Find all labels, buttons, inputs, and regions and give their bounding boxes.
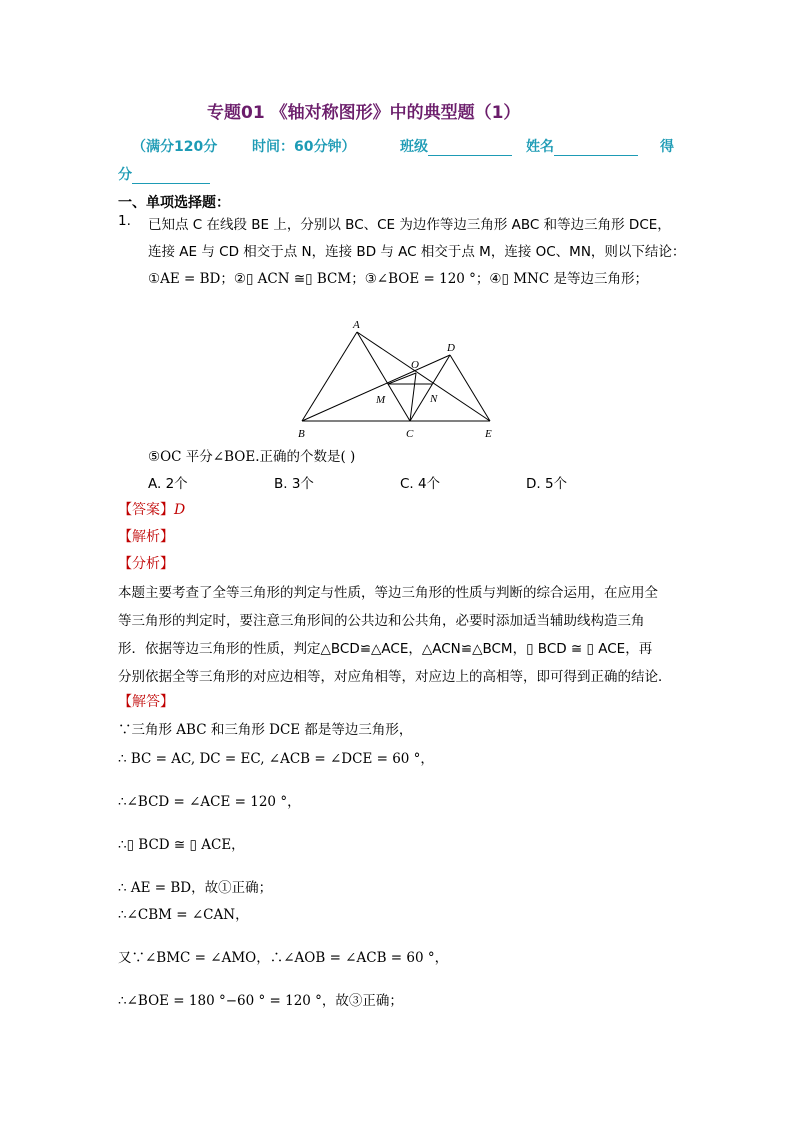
score-field xyxy=(118,164,210,184)
analysis-line-2: 等三角形的判定时，要注意三角形间的公共边和公共角，必要时添加适当辅助线构造三角 xyxy=(118,613,645,629)
name-label: 姓名 xyxy=(526,139,554,155)
question-line-2: 连接 AE 与 CD 相交于点 N，连接 BD 与 AC 相交于点 M，连接 OC、MN，则以下结论： xyxy=(148,244,686,260)
section-title: 一、单项选择题： xyxy=(118,195,230,211)
step-4: ∴▯ BCD ≅ ▯ ACE， xyxy=(118,837,245,853)
label-d: D xyxy=(447,342,455,354)
option-b: B. 3个 xyxy=(274,476,314,492)
jiexi-label: 【解析】 xyxy=(118,529,174,545)
segment-de xyxy=(450,355,490,421)
step-2: ∴ BC = AC, DC = EC, ∠ACB = ∠DCE = 60 °， xyxy=(118,751,434,767)
analysis-line-3: 形．依据等边三角形的性质，判定△BCD≌△ACE，△ACN≌△BCM，▯ BCD ≅ ▯ ACE，再 xyxy=(118,641,653,657)
segment-ae xyxy=(357,332,490,421)
fenxi-label: 【分析】 xyxy=(118,556,174,572)
score-label-a: 得 xyxy=(660,139,674,155)
option-d: D. 5个 xyxy=(526,476,568,492)
step-1: ∵三角形 ABC 和三角形 DCE 都是等边三角形， xyxy=(118,722,413,738)
option-c: C. 4个 xyxy=(400,476,441,492)
step-7: 又∵∠BMC = ∠AMO，∴∠AOB = ∠ACB = 60 °， xyxy=(118,950,449,966)
class-field xyxy=(400,136,512,156)
segment-ab xyxy=(302,332,357,421)
class-blank xyxy=(428,141,512,156)
name-blank xyxy=(554,141,638,156)
step-8: ∴∠BOE = 180 °−60 ° = 120 °，故③正确； xyxy=(118,993,403,1009)
label-m: M xyxy=(376,394,386,406)
analysis-line-4: 分别依据全等三角形的对应边相等，对应角相等，对应边上的高相等，即可得到正确的结论． xyxy=(118,669,672,685)
analysis-line-1: 本题主要考查了全等三角形的判定与性质，等边三角形的性质与判断的综合运用，在应用全 xyxy=(118,585,658,601)
time-limit: 时间：60分钟） xyxy=(252,139,356,155)
question-number: 1. xyxy=(118,213,131,229)
answer-value: D xyxy=(174,502,186,518)
question-line-4: ⑤OC 平分∠BOE.正确的个数是( ) xyxy=(148,449,356,465)
geometry-figure xyxy=(290,315,505,445)
jieda-label: 【解答】 xyxy=(118,694,174,710)
name-field xyxy=(526,136,638,156)
step-3: ∴∠BCD = ∠ACE = 120 °， xyxy=(118,794,301,810)
score-label-b: 分 xyxy=(118,167,132,183)
answer-label: 【答案】 xyxy=(118,502,174,518)
label-c: C xyxy=(406,428,414,440)
option-a: A. 2个 xyxy=(148,476,188,492)
full-score: （满分120分 xyxy=(132,139,218,155)
step-6: ∴∠CBM = ∠CAN， xyxy=(118,907,249,923)
step-5: ∴ AE = BD，故①正确； xyxy=(118,880,273,896)
answer-row xyxy=(118,499,185,519)
label-a: A xyxy=(353,319,360,331)
question-line-1: 已知点 C 在线段 BE 上，分别以 BC、CE 为边作等边三角形 ABC 和等边三角形 DCE， xyxy=(148,217,671,233)
segment-bd xyxy=(302,355,450,421)
class-label: 班级 xyxy=(400,139,428,155)
score-blank xyxy=(132,169,210,184)
segment-oc xyxy=(410,373,416,421)
label-o: O xyxy=(411,359,419,371)
question-line-3: ①AE = BD；②▯ ACN ≅▯ BCM；③∠BOE = 120 °；④▯ MNC 是等边三角形； xyxy=(148,271,648,287)
label-e: E xyxy=(485,428,492,440)
page-title: 专题01 《轴对称图形》中的典型题（1） xyxy=(207,103,521,123)
label-n: N xyxy=(430,393,438,405)
segment-mo xyxy=(388,373,416,384)
label-b: B xyxy=(298,428,305,440)
